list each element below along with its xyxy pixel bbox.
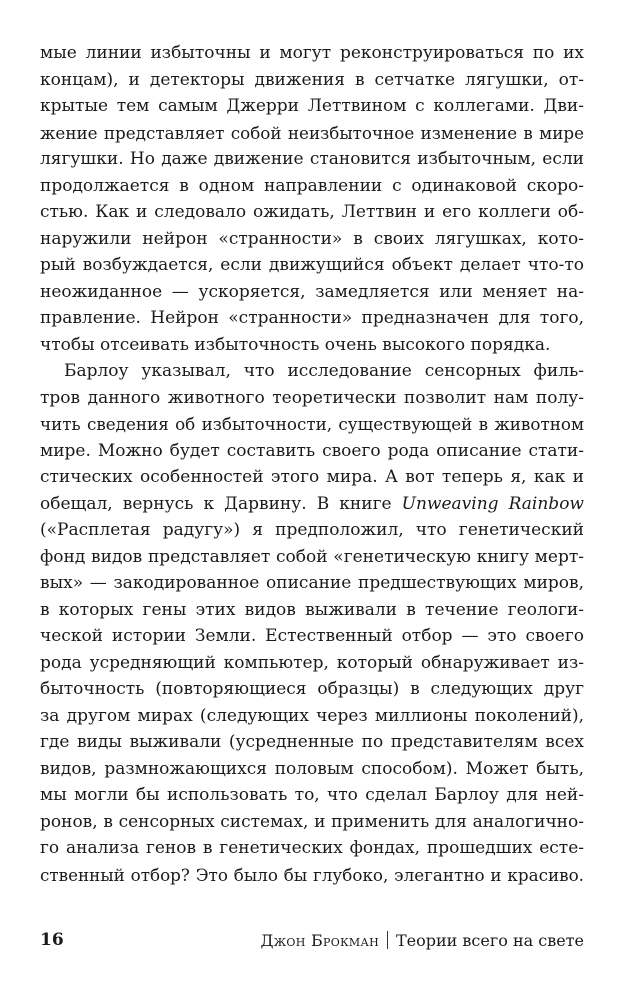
text-line: лягушки. Но даже движение становится избыточным, если <box>40 149 584 169</box>
text-line: тров данного животного теоретически позволит нам полу- <box>40 387 584 408</box>
page-body <box>40 40 584 888</box>
text-line: мые линии избыточны и могут реконструироваться по их <box>40 43 584 63</box>
book-title: Теории всего на свете <box>395 931 584 950</box>
text-line: правление. Нейрон «странности» предназначен для того, <box>40 308 584 328</box>
text-line: продолжается в одном направлении с одинаковой скоро- <box>40 175 584 196</box>
text-line: Барлоу указывал, что исследование сенсорных филь- <box>64 361 584 381</box>
running-footer <box>260 931 584 950</box>
text-line: где виды выживали (усредненные по представителям всех <box>40 732 584 752</box>
text-line: концам), и детекторы движения в сетчатке лягушки, от- <box>40 69 584 90</box>
text-line: чить сведения об избыточности, существующей в животном <box>40 414 584 434</box>
text-line: видов, размножающихся половым способом). Может быть, <box>40 758 584 779</box>
text-line: неожиданное — ускоряется, замедляется или меняет на- <box>40 281 584 302</box>
text-line: крытые тем самым Джерри Леттвином с коллегами. Дви- <box>40 96 584 116</box>
book-title-italic: Unweaving Rainbow <box>401 493 584 514</box>
text-line: («Расплетая радугу») я предположил, что генетический <box>40 520 584 540</box>
text-line: ственный отбор? Это было бы глубоко, элегантно и красиво. <box>40 864 584 885</box>
text-line: стью. Как и следовало ожидать, Леттвин и его коллеги об- <box>40 202 584 222</box>
text-line: чтобы отсеивать избыточность очень высокого порядка. <box>40 334 551 355</box>
page-number: 16 <box>40 930 64 950</box>
text-line: жение представляет собой неизбыточное изменение в мире <box>40 122 584 143</box>
text-segment: обещал, вернусь к Дарвину. В книге <box>40 493 402 514</box>
text-line: ронов, в сенсорных системах, и применить для аналогично- <box>40 811 584 832</box>
paragraph-2 <box>40 358 584 888</box>
text-line: стических особенностей этого мира. А вот теперь я, как и <box>40 467 584 487</box>
text-line: го анализа генов в генетических фондах, прошедших есте- <box>40 838 584 858</box>
text-line <box>40 491 584 518</box>
page-footer <box>40 930 584 956</box>
author-name: Джон Брокман <box>260 931 379 950</box>
text-line: быточность (повторяющиеся образцы) в следующих друг <box>40 679 584 699</box>
text-line: в которых гены этих видов выживали в течение геологи- <box>40 599 584 620</box>
text-line: мире. Можно будет составить своего рода описание стати- <box>40 440 584 461</box>
text-line: фонд видов представляет собой «генетическую книгу мерт- <box>40 546 584 567</box>
text-line: вых» — закодированное описание предшествующих миров, <box>40 573 584 593</box>
paragraph-1 <box>40 40 584 358</box>
text-line: наружили нейрон «странности» в своих лягушках, кото- <box>40 228 584 249</box>
text-line: мы могли бы использовать то, что сделал Барлоу для ней- <box>40 785 584 805</box>
text-line: ческой истории Земли. Естественный отбор — это своего <box>40 626 584 646</box>
text-line: за другом мирах (следующих через миллионы поколений), <box>40 705 584 726</box>
text-line: рый возбуждается, если движущийся объект делает что-то <box>40 255 584 275</box>
text-line: рода усредняющий компьютер, который обнаруживает из- <box>40 652 584 673</box>
footer-divider <box>387 931 388 949</box>
